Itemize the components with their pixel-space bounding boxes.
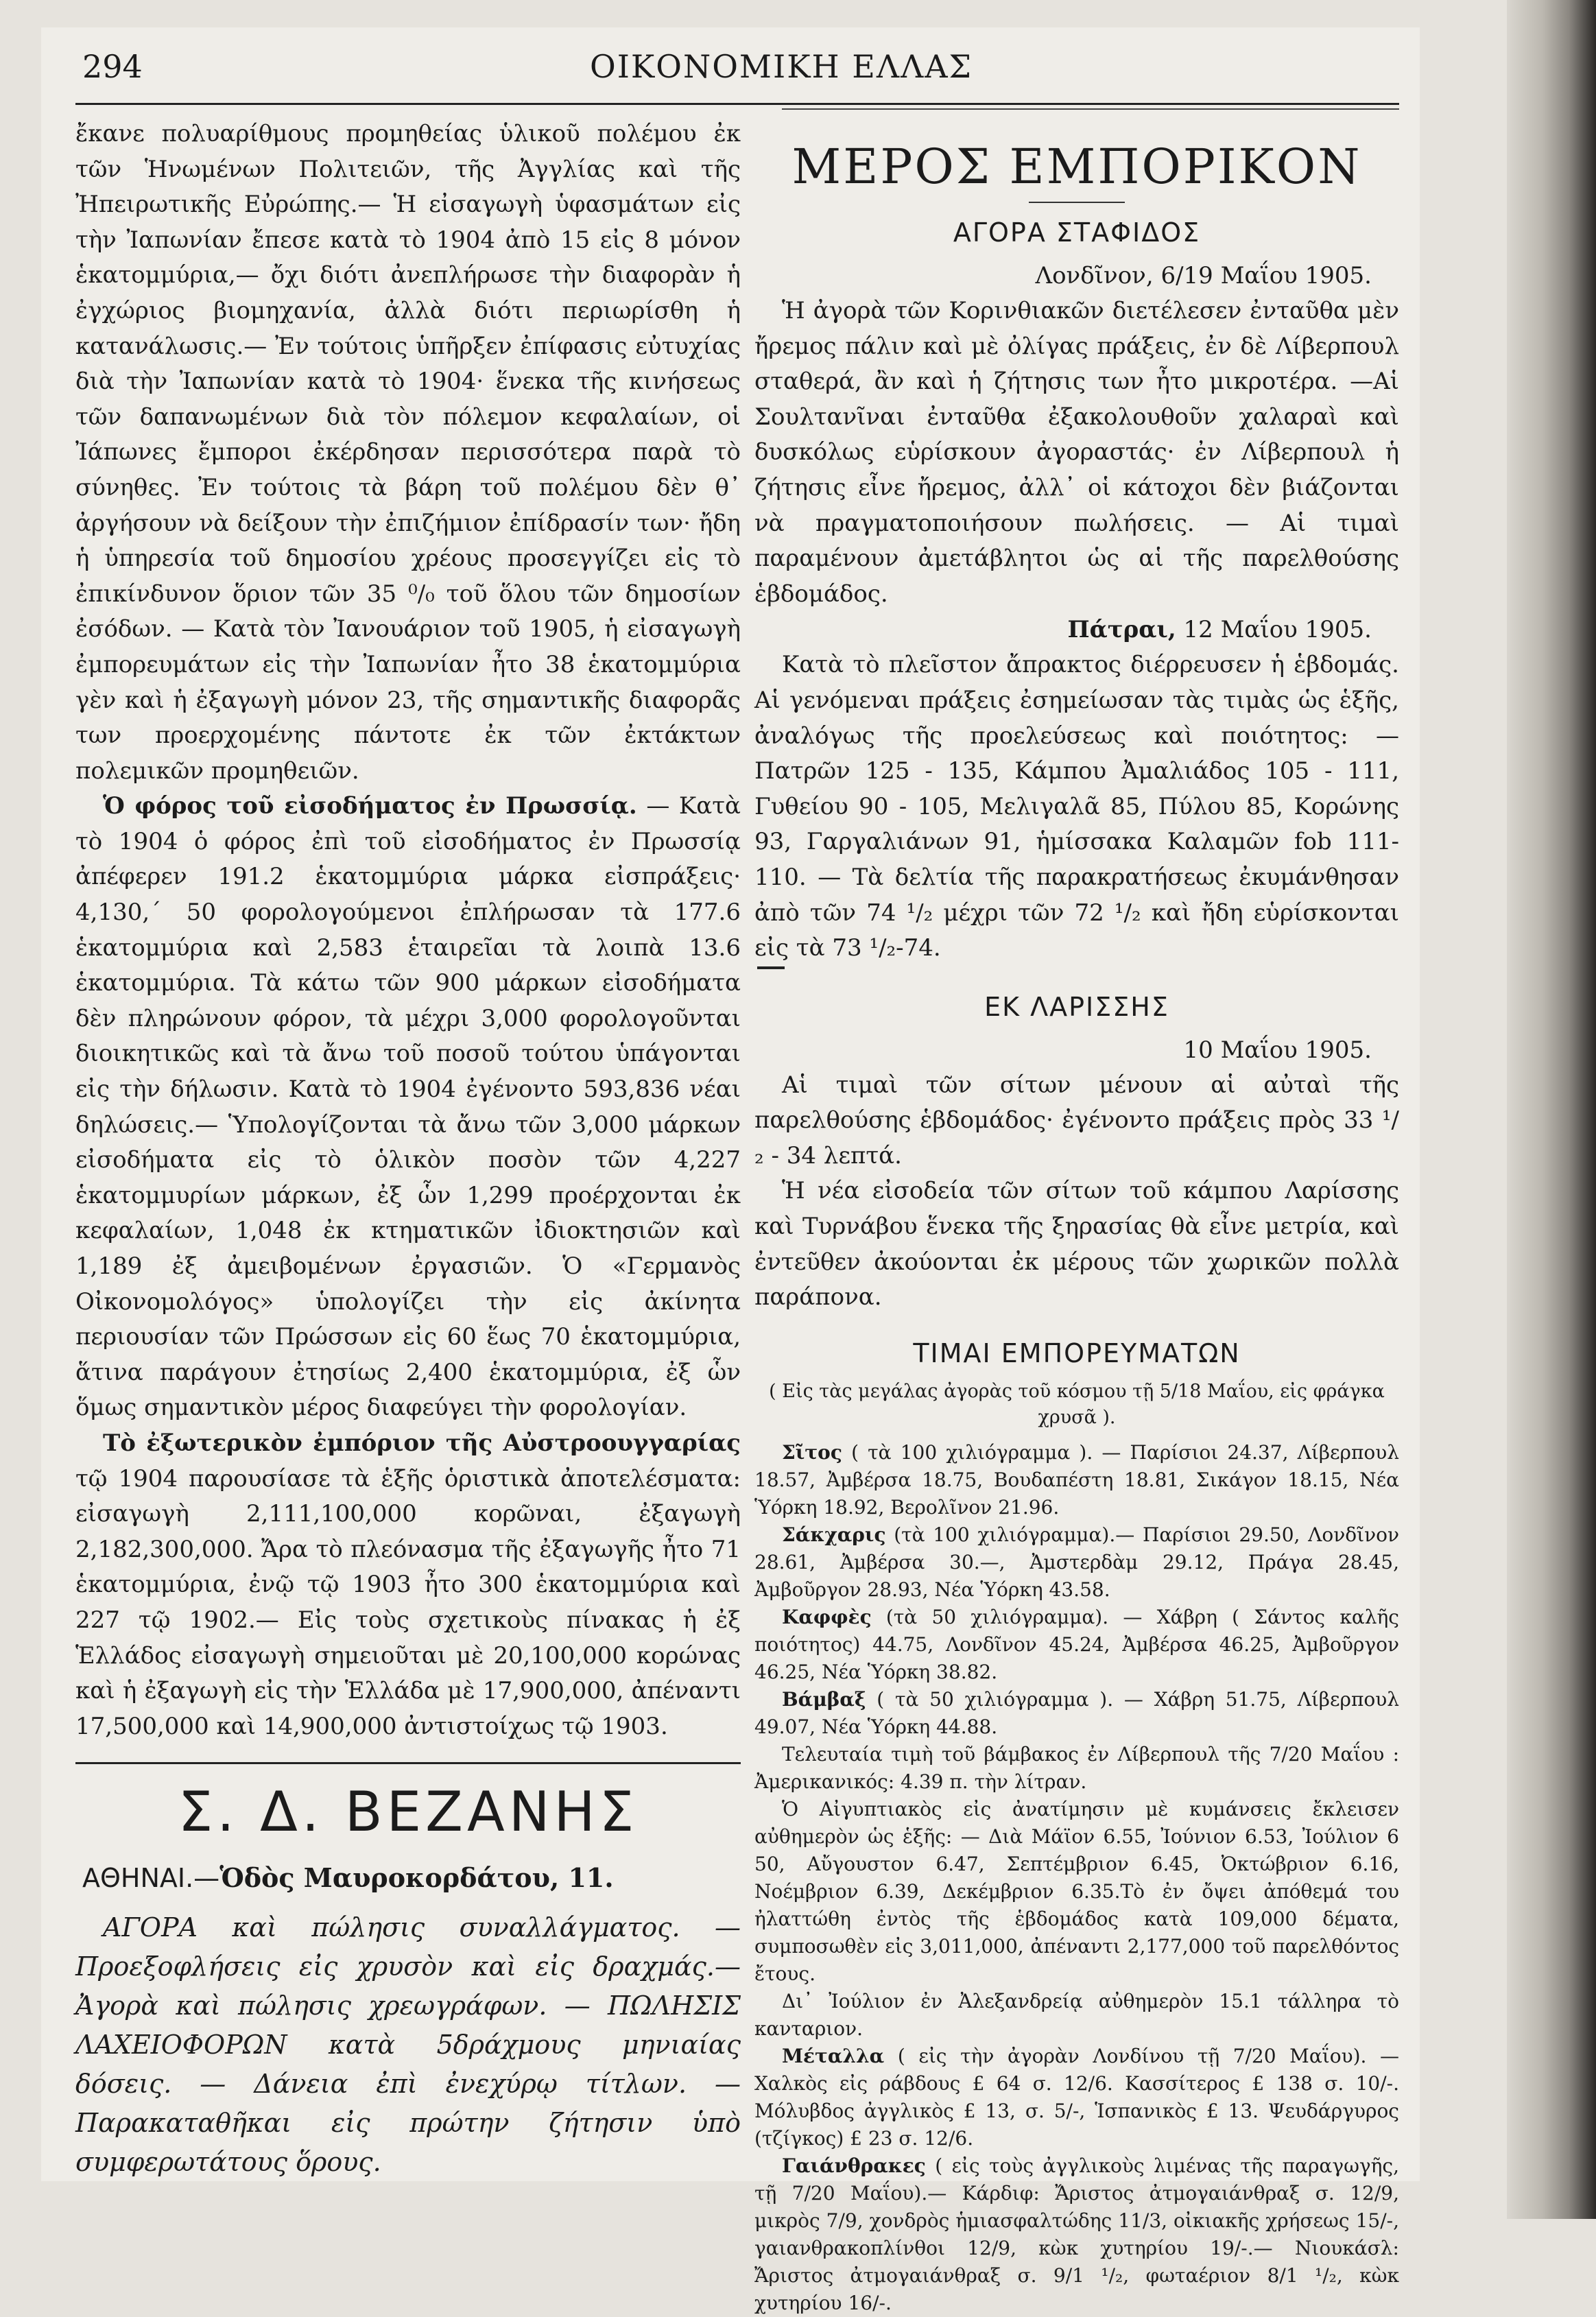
coal-prices	[754, 2152, 1399, 2317]
austria-subhead: Τὸ ἐξωτερικὸν ἐμπόριον τῆς Αὐστροουγγαρίας	[103, 1429, 741, 1457]
header-rule	[75, 103, 1399, 105]
sugar-prices	[754, 1521, 1399, 1604]
larissa-title: ΕΚ ΛΑΡΙΣΣΗΣ	[984, 991, 1169, 1022]
prussia-text: — Κατὰ τὸ 1904 ὁ φόρος ἐπὶ τοῦ εἰσοδήματος ἐν Πρωσσίᾳ ἀπέφερεν 191.2 ἑκατομμύρια μάρκα εἰσπράξεις· 4,130,΄ 50 φορολογούμενοι ἐπλήρωσαν τὰ 177.6 ἑκατομμύρια καὶ 2,583 ἑταιρεῖαι τὰ λοιπὰ 13.6 ἑκατομμύρια. Τὰ κάτω τῶν 900 μάρκων εἰσοδήματα δὲν πληρώνουν φόρον, τὰ μέχρι 3,000 φορολογοῦνται διοικητικῶς καὶ τὰ ἄνω τοῦ ποσοῦ τούτου ὑπάγονται εἰς τὴν δήλωσιν. Κατὰ τὸ 1904 ἐγένοντο 593,836 νέαι δηλώσεις.— Ὑπολογίζονται τὰ ἄνω τῶν 3,000 μάρκων εἰσοδήματα εἰς τὸ ὁλικὸν ποσὸν τῶν 4,227 ἑκατομμυρίων μάρκων, ἐξ ὧν 1,299 προέρχονται ἐκ κεφαλαίων, 1,048 ἐκ κτηματικῶν ἰδιοκτησιῶν καὶ 1,189 ἐξ ἀμειβομένων ἐργασιῶν. Ὁ «Γερμανὸς Οἰκονομολόγος» ὑπολογίζει τὴν εἰς ἀκίνητα περιουσίαν τῶν Πρώσσων εἰς 60 ἕως 70 ἑκατομμύρια, ἅτινα παράγουν ἐτησίως 2,400 ἑκατομμύρια, ἐξ ὧν ὅμως σημαντικὸν μέρος διαφεύγει τὴν φορολογίαν.	[75, 792, 741, 1422]
commodity-prices-note: ( Εἰς τὰς μεγάλας ἀγορὰς τοῦ κόσμου τῇ 5/18 Μαΐου, εἰς φράγκα χρυσᾶ ).	[769, 1380, 1385, 1428]
metals-text: ( εἰς τὴν ἀγορὰν Λονδίνου τῇ 7/20 Μαΐου). — Χαλκὸς εἰς ράβδους £ 64 σ. 12/6. Κασσίτερος £ 138 σ. 10/-. Μόλυβδος ἀγγλικὸς £ 13, σ. 5/-, Ἱσπανικὸς £ 13. Ψευδάργυρος (τζίγκος) £ 23 σ. 12/6.	[754, 2044, 1399, 2150]
cotton-prices	[754, 1686, 1399, 1741]
cotton-head: Βάμβαξ	[782, 1687, 866, 1711]
larissa-report-harvest: Ἡ νέα εἰσοδεία τῶν σίτων τοῦ κάμπου Λαρίσσης καὶ Τυρνάβου ἕνεκα τῆς ξηρασίας θὰ εἶνε μετρία, καὶ ἐντεῦθεν ἀκούονται ἐκ μέρους τῶν χωρικῶν πολλὰ παράπονα.	[754, 1177, 1399, 1311]
wheat-text: ( τὰ 100 χιλιόγραμμα ). — Παρίσιοι 24.37, Λίβερπουλ 18.57, Ἀμβέρσα 18.75, Βουδαπέστη 18.81, Σικάγον 18.15, Νέα Ὑόρκη 18.92, Βερολῖνον 21.96.	[754, 1440, 1400, 1519]
sugar-text: (τὰ 100 χιλιόγραμμα).— Παρίσιοι 29.50, Λονδῖνον 28.61, Ἀμβέρσα 30.—, Ἀμστερδὰμ 29.12, Πράγα 28.45, Ἀμβοῦργον 28.93, Νέα Ὑόρκη 43.58.	[754, 1523, 1399, 1601]
running-head	[82, 43, 1385, 91]
advertisement-services: ΑΓΟΡΑ καὶ πώλησις συναλλάγματος. — Προεξοφλήσεις εἰς χρυσὸν καὶ εἰς δραχμάς.— Ἀγορὰ καὶ πώλησις χρεωγράφων. — ΠΩΛΗΣΙΣ ΛΑΧΕΙΟΦΟΡΩΝ κατὰ 5δράχμους μηνιαίας δόσεις. — Δάνεια ἐπὶ ἐνεχύρῳ τίτλων. — Παρακαταθῆκαι εἰς πρώτην ζήτησιν ὑπὸ συμφερωτάτους ὅρους.	[75, 1912, 741, 2178]
austria-trade-paragraph	[75, 1426, 741, 1744]
prussia-income-tax-paragraph	[75, 789, 741, 1426]
patras-end-dash	[757, 966, 785, 969]
patras-dateline	[754, 612, 1399, 647]
coffee-text: (τὰ 50 χιλιόγραμμα). — Χάβρη ( Σάντος καλῆς ποιότητος) 44.75, Λονδῖνον 45.24, Ἀμβέρσα 46.25, Ἀμβοῦργον 46.25, Νέα Ὑόρκη 38.82.	[754, 1605, 1399, 1683]
patras-place: Πάτραι,	[1067, 616, 1176, 644]
right-column	[754, 130, 1399, 2317]
advertisement-rule	[75, 1762, 741, 1764]
sugar-head: Σάκχαρις	[782, 1523, 886, 1546]
currant-market-title: ΑΓΟΡΑ ΣΤΑΦΙΔΟΣ	[953, 217, 1201, 248]
wheat-head: Σῖτος	[782, 1440, 842, 1464]
section-title-rule	[1029, 202, 1125, 203]
advertisement-street: Ὁδὸς Μαυροκορδάτου, 11.	[219, 1862, 614, 1894]
coffee-head: Καφφὲς	[782, 1605, 872, 1628]
wheat-prices	[754, 1439, 1399, 1521]
egyptian-cotton: Ὁ Αἰγυπτιακὸς εἰς ἀνατίμησιν μὲ κυμάνσεις ἔκλεισεν αὐθημερὸν ὡς ἑξῆς: — Διὰ Μάϊον 6.55, Ἰούνιον 6.53, Ἰούλιον 6 50, Αὔγουστον 6.47, Σεπτέμβριον 6.45, Ὀκτώβριον 6.16, Νοέμβριον 6.39, Δεκέμβριον 6.35.Τὸ ἐν ὄψει ἀπόθεμά του ἠλαττώθη ἐντὸς τῆς ἑβδομάδος κατὰ 109,000 δέματα, συμποσωθὲν εἰς 3,011,000, ἀπέναντι 2,177,000 τοῦ παρελθόντος ἔτους.	[754, 1797, 1399, 1985]
london-report: Ἡ ἀγορὰ τῶν Κορινθιακῶν διετέλεσεν ἐνταῦθα μὲν ἤρεμος πάλιν καὶ μὲ ὀλίγας πράξεις, ἐν δὲ Λίβερπουλ σταθερά, ἂν καὶ ἡ ζήτησις των ἦτο μικροτέρα. —Αἱ Σουλτανῖναι ἐνταῦθα ἐξακολουθοῦν χαλαραὶ καὶ δυσκόλως εὑρίσκουν ἀγοραστάς· ἐν Λίβερπουλ ἡ ζήτησις εἶνε ἤρεμος, ἀλλ᾽ οἱ κάτοχοι δὲν βιάζονται νὰ πραγματοποιήσουν πωλήσεις. — Αἱ τιμαὶ παραμένουν ἀμετάβλητοι ὡς αἱ τῆς παρελθούσης ἑβδομάδος.	[754, 297, 1399, 608]
commodity-prices-title: ΤΙΜΑΙ ΕΜΠΟΡΕΥΜΑΤΩΝ	[913, 1338, 1241, 1368]
austria-text: τῷ 1904 παρουσίασε τὰ ἑξῆς ὁριστικὰ ἀποτελέσματα: εἰσαγωγὴ 2,111,100,000 κορῶναι, ἐξαγωγὴ 2,182,300,000. Ἄρα τὸ πλεόνασμα τῆς ἐξαγωγῆς ἦτο 71 ἑκατομμύρια, ἐνῷ τῷ 1903 ἦτο 300 ἑκατομμύρια καὶ 227 τῷ 1902.— Εἰς τοὺς σχετικοὺς πίνακας ἡ ἐξ Ἑλλάδος εἰσαγωγὴ σημειοῦται μὲ 20,100,000 κορώνας καὶ ἡ ἐξαγωγὴ εἰς τὴν Ἑλλάδα μὲ 17,900,000, ἀπέναντι 17,500,000 καὶ 14,900,000 ἀντιστοίχως τῷ 1903.	[75, 1464, 741, 1740]
london-dateline: Λονδῖνον, 6/19 Μαΐου 1905.	[1035, 262, 1372, 289]
left-column	[75, 117, 741, 2182]
prussia-subhead: Ὁ φόρος τοῦ εἰσοδήματος ἐν Πρωσσίᾳ.	[103, 792, 637, 820]
advertisement-firm-name: Σ. Δ. ΒΕΖΑΝΗΣ	[178, 1780, 639, 1844]
advertisement-city: ΑΘΗΝΑΙ.—	[82, 1863, 220, 1894]
coffee-prices	[754, 1604, 1399, 1686]
page-number: 294	[82, 48, 143, 85]
coal-head: Γαιάνθρακες	[782, 2154, 926, 2177]
cotton-text: ( τὰ 50 χιλιόγραμμα ). — Χάβρη 51.75, Λίβερπουλ 49.07, Νέα Ὑόρκη 44.88.	[754, 1687, 1399, 1738]
journal-title: ΟΙΚΟΝΟΜΙΚΗ ΕΛΛΑΣ	[590, 48, 973, 85]
japan-trade-paragraph: ἔκανε πολυαρίθμους προμηθείας ὑλικοῦ πολέμου ἐκ τῶν Ἡνωμένων Πολιτειῶν, τῆς Ἀγγλίας καὶ τῆς Ἠπειρωτικῆς Εὐρώπης.— Ἡ εἰσαγωγὴ ὑφασμάτων εἰς τὴν Ἰαπωνίαν ἔπεσε κατὰ τὸ 1904 ἀπὸ 15 εἰς 8 μόνον ἑκατομμύρια,— ὄχι διότι ἀνεπλήρωσε τὴν διαφορὰν ἡ ἐγχώριος βιομηχανία, ἀλλὰ διότι περιωρίσθη ἡ κατανάλωσις.— Ἐν τούτοις ὑπῆρξεν ἐπίφασις εὐτυχίας διὰ τὴν Ἰαπωνίαν κατὰ τὸ 1904· ἕνεκα τῆς κινήσεως τῶν δαπανωμένων διὰ τὸν πόλεμον κεφαλαίων, οἱ Ἰάπωνες ἔμποροι ἐκέρδησαν περισσότερα παρὰ τὸ σύνηθες. Ἐν τούτοις τὰ βάρη τοῦ πολέμου δὲν θ᾽ ἀργήσουν νὰ δείξουν τὴν ἐπιζήμιον ἐπίδρασίν των· ἤδη ἡ ὑπηρεσία τοῦ δημοσίου χρέους προσεγγίζει εἰς τὸ ἐπικίνδυνον ὅριον τῶν 35 ⁰/₀ τοῦ ὅλου τῶν δημοσίων ἐσόδων. — Κατὰ τὸν Ἰανουάριον τοῦ 1905, ἡ εἰσαγωγὴ ἐμπορευμάτων εἰς τὴν Ἰαπωνίαν ἦτο 38 ἑκατομμύρια γὲν καὶ ἡ ἐξαγωγὴ μόνον 23, τῆς σημαντικῆς διαφορᾶς των προερχομένης πάντοτε ἐκ τῶν ἐκτάκτων πολεμικῶν προμηθειῶν.	[75, 120, 741, 785]
metals-prices	[754, 2043, 1399, 2152]
cotton-liverpool-last: Τελευταία τιμὴ τοῦ βάμβακος ἐν Λίβερπουλ τῆς 7/20 Μαΐου : Ἀμερικανικός: 4.39 π. τὴν λίτραν.	[754, 1742, 1399, 1793]
header-rule-secondary	[782, 108, 1399, 110]
commercial-section-title: ΜΕΡΟΣ ΕΜΠΟΡΙΚΟΝ	[791, 139, 1362, 195]
larissa-dateline: 10 Μαΐου 1905.	[1183, 1036, 1372, 1064]
coal-text: ( εἰς τοὺς ἀγγλικοὺς λιμένας τῆς παραγωγῆς, τῇ 7/20 Μαΐου).— Κάρδιφ: Ἄριστος ἀτμογαιάνθραξ σ. 12/9, μικρὸς 7/9, χονδρὸς ἡμιασφαλτώδης 11/3, οἰκιακῆς χρήσεως 15/-, γαιανθρακοπλίνθοι 12/9, κὼκ χυτηρίου 19/-.— Νιουκάσλ: Ἄριστος ἀτμογαιάνθραξ σ. 9/1 ¹/₂, φωταέριον 8/1 ¹/₂, κὼκ χυτηρίου 16/-.	[754, 2154, 1399, 2314]
alexandria-cotton: Δι᾽ Ἰούλιον ἐν Ἀλεξανδρείᾳ αὐθημερὸν 15.1 τάλληρα τὸ κανταριον.	[754, 1989, 1399, 2040]
metals-head: Μέταλλα	[782, 2044, 885, 2067]
binding-shadow	[1507, 0, 1596, 2219]
patras-date: 12 Μαΐου 1905.	[1183, 616, 1372, 644]
patras-report: Κατὰ τὸ πλεῖστον ἄπρακτος διέρρευσεν ἡ ἑβδομάς. Αἱ γενόμεναι πράξεις ἐσημείωσαν τὰς τιμὰς ὡς ἑξῆς, ἀναλόγως τῆς προελεύσεως καὶ ποιότητος: — Πατρῶν 125 - 135, Κάμπου Ἀμαλιάδος 105 - 111, Γυθείου 90 - 105, Μελιγαλᾶ 85, Πύλου 85, Κορώνης 93, Γαργαλιάνων 91, ἡμίσσακα Καλαμῶν fob 111-110. — Τὰ δελτία τῆς παρακρατήσεως ἐκυμάνθησαν ἀπὸ τῶν 74 ¹/₂ μέχρι τῶν 72 ¹/₂ καὶ ἤδη εὑρίσκονται εἰς τὰ 73 ¹/₂-74.	[754, 651, 1399, 962]
larissa-report-prices: Αἱ τιμαὶ τῶν σίτων μένουν αἱ αὐταὶ τῆς παρελθούσης ἑβδομάδος· ἐγένοντο πράξεις πρὸς 33 ¹/₂ - 34 λεπτά.	[754, 1071, 1399, 1169]
advertisement-address	[82, 1857, 741, 1899]
